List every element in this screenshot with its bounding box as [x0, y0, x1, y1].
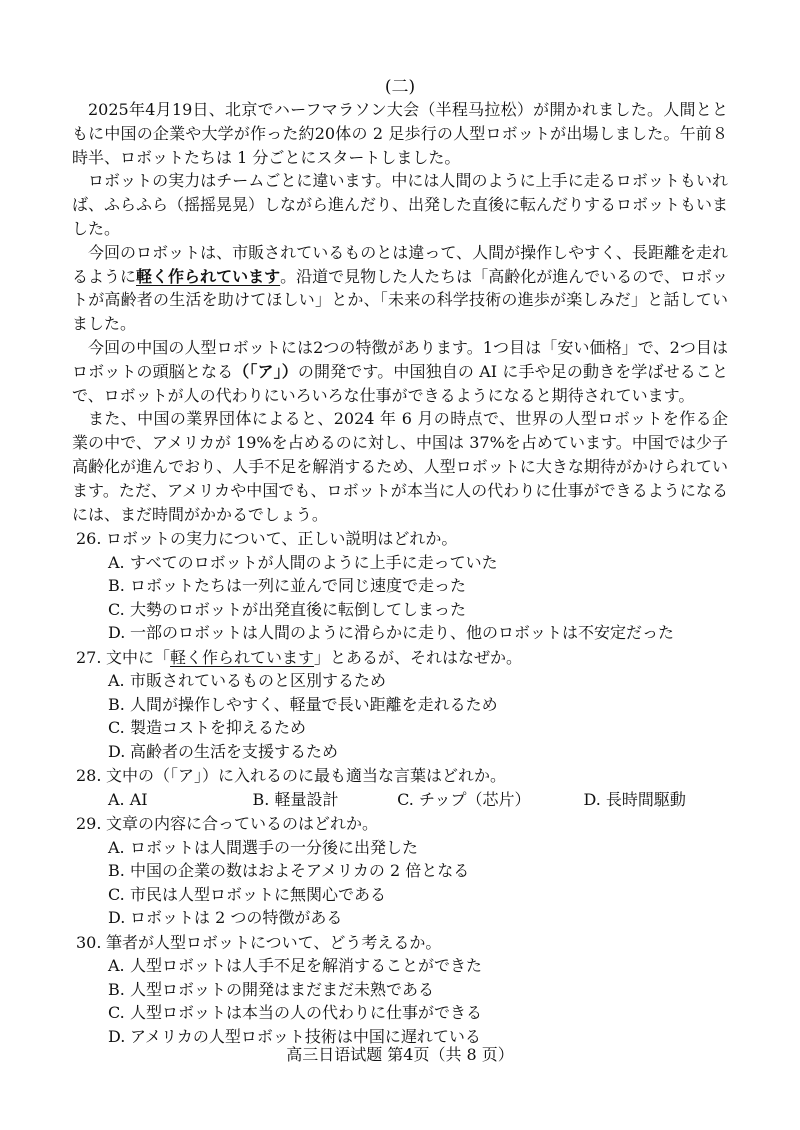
- option-label: D.: [583, 789, 601, 809]
- option-text: 人型ロボットの開発はまだまだ未熟である: [130, 979, 435, 999]
- document-page: [72, 76, 728, 1048]
- paragraph-3-post: 。沿道で見物した人たちは「高齢化が進んでいるので、ロボットが高齢者の生活を助けてほしい」とか、「未来の科学技術の進歩が楽しみだ」と話していました。: [72, 266, 728, 334]
- blank-a: （「ア」）: [233, 361, 298, 381]
- option-text: ロボットたちは一列に並んで同じ速度で走った: [130, 576, 467, 596]
- option-label: B.: [252, 789, 270, 809]
- option-a[interactable]: [72, 954, 728, 978]
- paragraph-3-pre: 今回のロボットは、市販されているものとは違って、人間が操作しやすく、長距離を走れるように: [72, 242, 728, 286]
- option-text: ロボットは 2 つの特徴がある: [130, 908, 343, 928]
- question-text-post: 」とあるが、それはなぜか。: [314, 647, 523, 667]
- option-c[interactable]: [397, 788, 583, 812]
- option-text: ロボットは人間選手の一分後に出発した: [130, 837, 419, 857]
- option-text: 軽量設計: [274, 789, 339, 809]
- option-label: D.: [108, 741, 126, 761]
- option-text: 高齢者の生活を支援するため: [130, 741, 339, 761]
- question-text: 文章の内容に合っているのはどれか。: [106, 814, 379, 834]
- question-number: 28.: [76, 766, 102, 786]
- option-c[interactable]: [72, 883, 728, 907]
- option-c[interactable]: [72, 1001, 728, 1025]
- option-text: AI: [129, 789, 148, 809]
- option-text: 一部のロボットは人間のように滑らかに走り、他のロボットは不安定だった: [130, 623, 675, 643]
- option-label: A.: [108, 837, 125, 857]
- option-a[interactable]: [108, 788, 253, 812]
- option-b[interactable]: [253, 788, 398, 812]
- option-label: C.: [108, 599, 125, 619]
- underlined-phrase: 軽く作られています: [136, 266, 281, 286]
- option-text: 人型ロボットは人手不足を解消することができた: [130, 956, 483, 976]
- option-text: 長時間駆動: [605, 789, 686, 809]
- option-b[interactable]: [72, 693, 728, 717]
- option-label: D.: [108, 1026, 126, 1046]
- option-label: C.: [397, 789, 414, 809]
- option-text: 市民は人型ロボットに無関心である: [130, 884, 387, 904]
- question-number: 26.: [76, 529, 102, 549]
- option-label: A.: [108, 956, 125, 976]
- option-d[interactable]: [583, 788, 728, 812]
- option-text: すべてのロボットが人間のように上手に走っていた: [130, 552, 498, 572]
- option-label: C.: [108, 884, 125, 904]
- option-text: チップ（芯片）: [418, 789, 531, 809]
- question-26: [72, 527, 728, 645]
- question-stem: [72, 931, 728, 955]
- option-a[interactable]: [72, 551, 728, 575]
- paragraph-4-pre: 今回の中国の人型ロボットには2つの特徴があります。1つ目は「安い価格」で、2つ目はロボットの頭脳となる: [72, 337, 728, 381]
- question-text: 筆者が人型ロボットについて、どう考えるか。: [106, 932, 442, 952]
- question-stem: [72, 812, 728, 836]
- paragraph-2: ロボットの実力はチームごとに違います。中には人間のように上手に走るロボットもいれば、ふらふら（摇摇晃晃）しながら進んだり、出発した直後に転んだりするロボットもいました。: [72, 171, 729, 238]
- option-text: 中国の企業の数はおよそアメリカの 2 倍となる: [130, 861, 470, 881]
- option-a[interactable]: [72, 836, 728, 860]
- question-29: [72, 812, 728, 930]
- question-underlined: 軽く作られています: [170, 647, 315, 667]
- option-text: 人型ロボットは本当の人の代わりに仕事ができる: [130, 1003, 483, 1023]
- option-d[interactable]: [72, 621, 728, 645]
- option-b[interactable]: [72, 859, 728, 883]
- option-label: B.: [108, 861, 125, 881]
- question-number: 29.: [76, 814, 102, 834]
- option-label: B.: [108, 576, 125, 596]
- question-number: 27.: [76, 647, 102, 667]
- page-footer: 高三日语试题 第4页（共 8 页）: [286, 1045, 514, 1064]
- option-label: A.: [108, 671, 125, 691]
- question-text-pre: 文中に「: [106, 647, 171, 667]
- question-text: ロボットの実力について、正しい説明はどれか。: [106, 529, 458, 549]
- option-label: C.: [108, 718, 125, 738]
- option-a[interactable]: [72, 669, 728, 693]
- option-label: D.: [108, 908, 126, 928]
- option-label: A.: [108, 789, 125, 809]
- option-c[interactable]: [72, 598, 728, 622]
- paragraph-1: 2025年4月19日、北京でハーフマラソン大会（半程马拉松）が開かれました。人間とともに中国の企業や大学が作った約20体の 2 足歩行の人型ロボットが出場しました。午前８時半、ロボットたちは 1 分ごとにスタートしました。: [72, 100, 728, 167]
- option-b[interactable]: [72, 574, 728, 598]
- section-title: (二): [384, 77, 416, 97]
- question-stem: [72, 527, 728, 551]
- paragraph-4-post: の開発です。中国独自の AI に手や足の動きを学ばせることで、ロボットが人の代わりにいろいろな仕事ができるようになると期待されています。: [72, 361, 728, 405]
- option-text: アメリカの人型ロボット技術は中国に遅れている: [130, 1026, 481, 1046]
- option-d[interactable]: [72, 740, 728, 764]
- option-b[interactable]: [72, 978, 728, 1002]
- paragraph-4: [72, 336, 728, 407]
- question-stem: [72, 764, 728, 788]
- option-text: 大勢のロボットが出発直後に転倒してしまった: [130, 599, 467, 619]
- option-label: C.: [108, 1003, 125, 1023]
- option-label: A.: [108, 552, 125, 572]
- question-text: 文中の（「ア」）に入れるのに最も適当な言葉はどれか。: [106, 766, 507, 786]
- paragraph-5: また、中国の業界団体によると、2024 年 6 月の時点で、世界の人型ロボットを作る企業の中で、アメリカが 19%を占めるのに対し、中国は 37%を占めています。中国では少子高齢化が進んでおり、人手不足を解消するため、人型ロボットに大きな期待がかけられています。ただ、アメリカや中国でも、ロボットが本当に人の代わりに仕事ができるようになるには、まだ時間がかかるでしょう。: [72, 409, 728, 524]
- option-text: 製造コストを抑えるため: [130, 718, 307, 738]
- option-c[interactable]: [72, 716, 728, 740]
- question-number: 30.: [76, 932, 102, 952]
- option-label: B.: [108, 979, 125, 999]
- option-label: D.: [108, 623, 126, 643]
- paragraph-3: [72, 241, 728, 336]
- options-row: [72, 788, 728, 812]
- question-stem: [72, 646, 728, 670]
- option-text: 市販されているものと区別するため: [130, 671, 387, 691]
- option-d[interactable]: [72, 906, 728, 930]
- question-30: [72, 931, 728, 1049]
- option-text: 人間が操作しやすく、軽量で長い距離を走れるため: [130, 694, 498, 714]
- question-27: [72, 646, 728, 764]
- option-label: B.: [108, 694, 125, 714]
- question-28: [72, 764, 728, 811]
